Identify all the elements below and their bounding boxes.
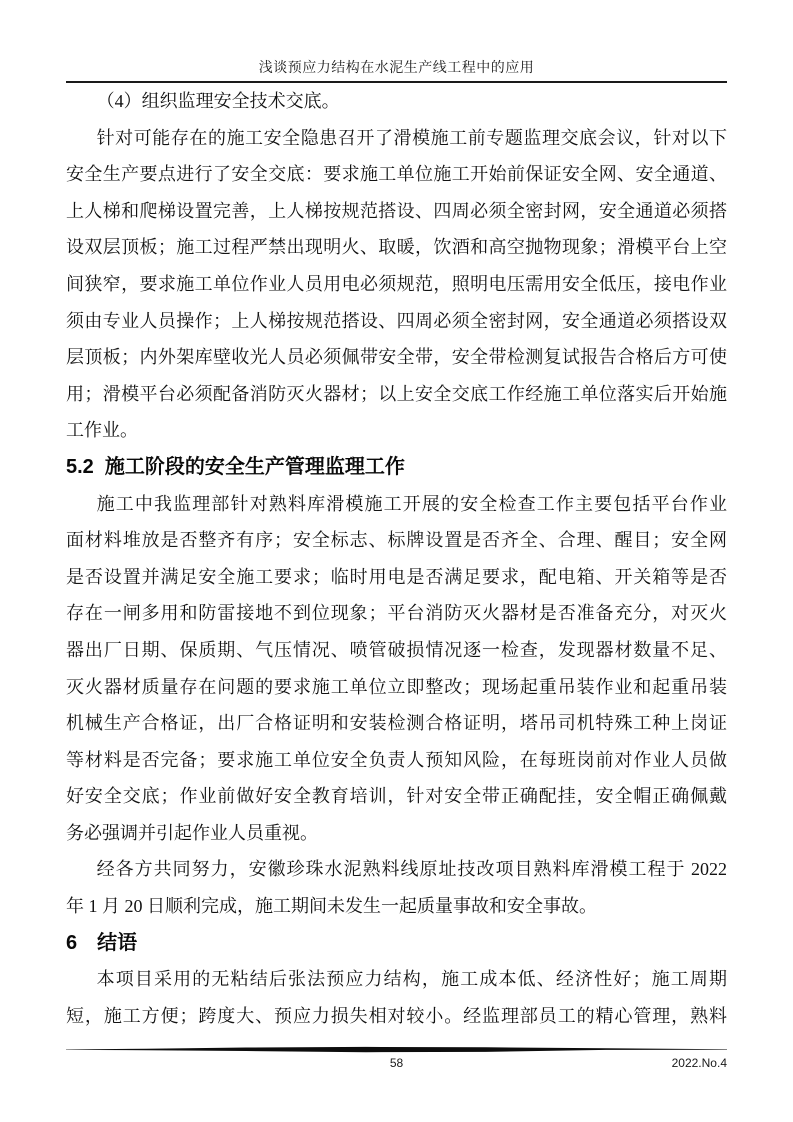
body-line: 须由专业人员操作；上人梯按规范搭设、四周必须全密封网，安全通道必须搭设双 — [66, 310, 727, 331]
body-line: 是否设置并满足安全施工要求；临时用电是否满足要求，配电箱、开关箱等是否 — [66, 566, 727, 587]
page-header — [66, 61, 727, 83]
body-line: 等材料是否完备；要求施工单位安全负责人预知风险，在每班岗前对作业人员做 — [66, 749, 727, 770]
section-heading: 5.2 施工阶段的安全生产管理监理工作 — [66, 455, 405, 478]
section-heading: 6 结语 — [66, 931, 138, 954]
body-line: 针对可能存在的施工安全隐患召开了滑模施工前专题监理交底会议，针对以下 — [96, 127, 727, 148]
page-footer — [66, 1046, 727, 1072]
body-line: 间狭窄，要求施工单位作业人员用电必须规范，照明电压需用安全低压，接电作业 — [66, 273, 727, 294]
footer-row — [66, 1056, 727, 1072]
page-number: 58 — [389, 1056, 404, 1070]
body-line: 机械生产合格证，出厂合格证明和安装检测合格证明，塔吊司机特殊工种上岗证 — [66, 713, 727, 734]
body-line: 好安全交底；作业前做好安全教育培训，针对安全带正确配挂，安全帽正确佩戴 — [66, 786, 727, 807]
body-line: 本项目采用的无粘结后张法预应力结构，施工成本低、经济性好；施工周期 — [96, 969, 727, 990]
body-line: 工作业。 — [66, 420, 138, 441]
body-content — [66, 83, 727, 1034]
body-line: 灭火器材质量存在问题的要求施工单位立即整改；现场起重吊装作业和起重吊装 — [66, 676, 727, 697]
body-line: 层顶板；内外架库壁收光人员必须佩带安全带，安全带检测复试报告合格后方可使 — [66, 347, 727, 368]
body-line: 器出厂日期、保质期、气压情况、喷管破损情况逐一检查，发现器材数量不足、 — [66, 639, 727, 660]
body-line: 短，施工方便；跨度大、预应力损失相对较小。经监理部员工的精心管理，熟料 — [66, 1005, 727, 1026]
body-line: 面材料堆放是否整齐有序；安全标志、标牌设置是否齐全、合理、醒目；安全网 — [66, 530, 727, 551]
body-line: 年 1 月 20 日顺利完成，施工期间未发生一起质量事故和安全事故。 — [66, 896, 597, 917]
issue-label: 2022.No.4 — [671, 1056, 727, 1070]
body-line: 施工中我监理部针对熟料库滑模施工开展的安全检查工作主要包括平台作业 — [96, 493, 727, 514]
footer-rule — [66, 1046, 727, 1054]
body-line: 用；滑模平台必须配备消防灭火器材；以上安全交底工作经施工单位落实后开始施 — [66, 383, 727, 404]
body-line: 设双层顶板；施工过程严禁出现明火、取暖，饮酒和高空抛物现象；滑模平台上空 — [66, 237, 727, 258]
running-head-title: 浅谈预应力结构在水泥生产线工程中的应用 — [258, 61, 535, 76]
body-line: 存在一闸多用和防雷接地不到位现象；平台消防灭火器材是否准备充分，对灭火 — [66, 603, 727, 624]
body-line: 务必强调并引起作业人员重视。 — [66, 822, 318, 843]
body-line: 经各方共同努力，安徽珍珠水泥熟料线原址技改项目熟料库滑模工程于 2022 — [96, 859, 727, 880]
body-line: （4）组织监理安全技术交底。 — [96, 91, 340, 111]
body-line: 安全生产要点进行了安全交底：要求施工单位施工开始前保证安全网、安全通道、 — [66, 164, 727, 185]
body-line: 上人梯和爬梯设置完善，上人梯按规范搭设、四周必须全密封网，安全通道必须搭 — [66, 200, 727, 221]
